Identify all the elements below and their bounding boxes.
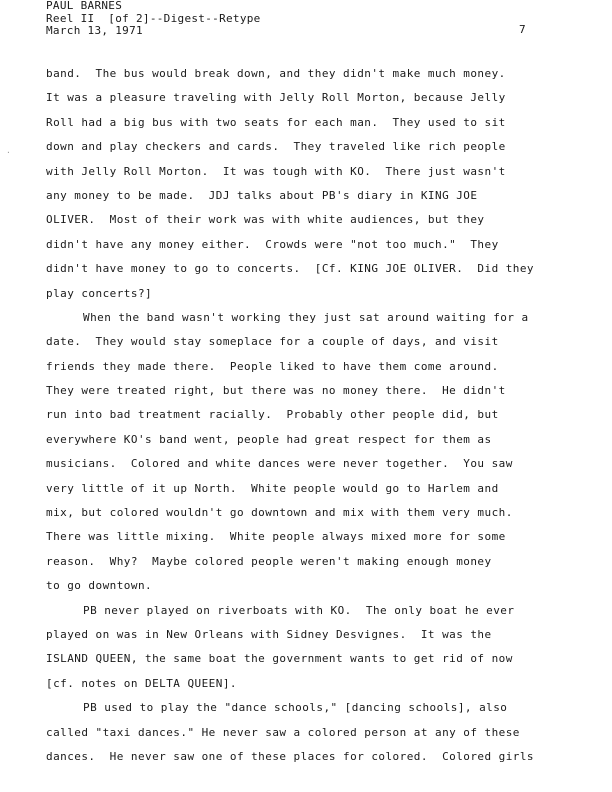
text-line: reason. Why? Maybe colored people weren't making enough money: [46, 554, 492, 568]
text-line: played on was in New Orleans with Sidney Desvignes. It was the: [46, 627, 492, 641]
text-line: PB used to play the "dance schools," [dancing schools], also: [83, 701, 508, 715]
text-line: musicians. Colored and white dances were never together. You saw: [46, 457, 513, 471]
interview-date: March 13, 1971: [46, 24, 143, 37]
text-line: It was a pleasure traveling with Jelly Roll Morton, because Jelly: [46, 91, 506, 105]
text-line: date. They would stay someplace for a couple of days, and visit: [46, 335, 499, 349]
text-line: run into bad treatment racially. Probably other people did, but: [46, 408, 499, 422]
text-line: PB never played on riverboats with KO. The only boat he ever: [83, 603, 515, 617]
text-line: called "taxi dances." He never saw a colored person at any of these: [46, 725, 520, 739]
text-line: any money to be made. JDJ talks about PB's diary in KING JOE: [46, 188, 478, 202]
reel-info: Reel II [of 2]--Digest--Retype: [46, 11, 261, 25]
text-line: friends they made there. People liked to have them come around.: [46, 359, 499, 373]
text-line: play concerts?]: [46, 286, 153, 300]
text-line: to go downtown.: [46, 579, 153, 593]
text-line: everywhere KO's band went, people had great respect for them as: [46, 432, 492, 446]
text-line: When the band wasn't working they just sat around waiting for a: [83, 310, 529, 324]
text-line: There was little mixing. White people always mixed more for some: [46, 530, 506, 544]
text-line: They were treated right, but there was no money there. He didn't: [46, 384, 506, 398]
text-line: [cf. notes on DELTA QUEEN].: [46, 676, 237, 690]
transcript-body: [46, 62, 566, 769]
text-line: band. The bus would break down, and they didn't make much money.: [46, 67, 506, 80]
text-line: ISLAND QUEEN, the same boat the government wants to get rid of now: [46, 652, 513, 666]
page-number: 7: [519, 23, 526, 36]
document-header: [46, 0, 261, 38]
text-line: down and play checkers and cards. They traveled like rich people: [46, 140, 506, 154]
text-line: dances. He never saw one of these places for colored. Colored girls: [46, 749, 535, 763]
text-line: with Jelly Roll Morton. It was tough with KO. There just wasn't: [46, 164, 506, 178]
text-line: mix, but colored wouldn't go downtown and mix with them very much.: [46, 506, 513, 520]
text-line: OLIVER. Most of their work was with white audiences, but they: [46, 213, 485, 227]
text-line: didn't have money to go to concerts. [Cf. KING JOE OLIVER. Did they: [46, 262, 535, 276]
text-line: Roll had a big bus with two seats for each man. They used to sit: [46, 115, 506, 129]
text-line: very little of it up North. White people would go to Harlem and: [46, 481, 499, 495]
text-line: didn't have any money either. Crowds were "not too much." They: [46, 237, 499, 251]
interviewee-name: PAUL BARNES: [46, 0, 123, 12]
scan-speck: ·: [6, 148, 11, 157]
